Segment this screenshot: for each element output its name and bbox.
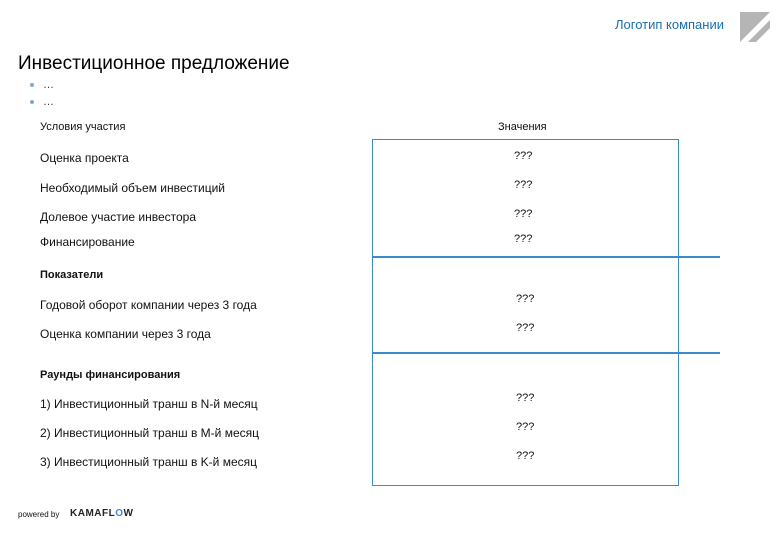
company-logo-text: Логотип компании <box>614 17 724 32</box>
powered-by-text: powered by <box>18 510 60 519</box>
bullet-dot-icon <box>30 100 34 104</box>
section-divider <box>372 352 720 354</box>
values-header: Значения <box>498 121 547 133</box>
indicator-value: ??? <box>516 322 535 334</box>
condition-label-investor-share: Долевое участие инвестора <box>40 210 197 224</box>
condition-label-investment-volume: Необходимый объем инвестиций <box>40 181 226 195</box>
bullet-dot-icon <box>30 83 34 87</box>
company-logo-icon <box>740 12 770 42</box>
indicator-label-annual-turnover: Годовой оборот компании через 3 года <box>40 298 257 312</box>
round-value: ??? <box>516 450 535 462</box>
round-label-k: 3) Инвестиционный транш в K-й месяц <box>40 455 258 469</box>
list-item: … <box>30 76 54 93</box>
condition-label-financing: Финансирование <box>40 235 135 249</box>
indicator-label-company-valuation: Оценка компании через 3 года <box>40 327 211 341</box>
kamaflow-logo: KAMAFLOW <box>70 508 134 519</box>
indicator-value: ??? <box>516 293 535 305</box>
condition-label-project-valuation: Оценка проекта <box>40 151 129 165</box>
list-item: … <box>30 93 54 110</box>
section-divider <box>372 256 720 258</box>
conditions-header: Условия участия <box>40 121 126 133</box>
condition-value: ??? <box>514 150 533 162</box>
round-label-n: 1) Инвестиционный транш в N-й месяц <box>40 397 258 411</box>
round-value: ??? <box>516 421 535 433</box>
round-label-m: 2) Инвестиционный транш в M-й месяц <box>40 426 259 440</box>
condition-value: ??? <box>514 233 533 245</box>
rounds-header: Раунды финансирования <box>40 369 181 381</box>
indicators-header: Показатели <box>40 269 104 281</box>
page-title: Инвестиционное предложение <box>18 53 290 74</box>
values-box <box>372 139 679 486</box>
condition-value: ??? <box>514 179 533 191</box>
bullet-list <box>30 76 54 110</box>
condition-value: ??? <box>514 208 533 220</box>
round-value: ??? <box>516 392 535 404</box>
